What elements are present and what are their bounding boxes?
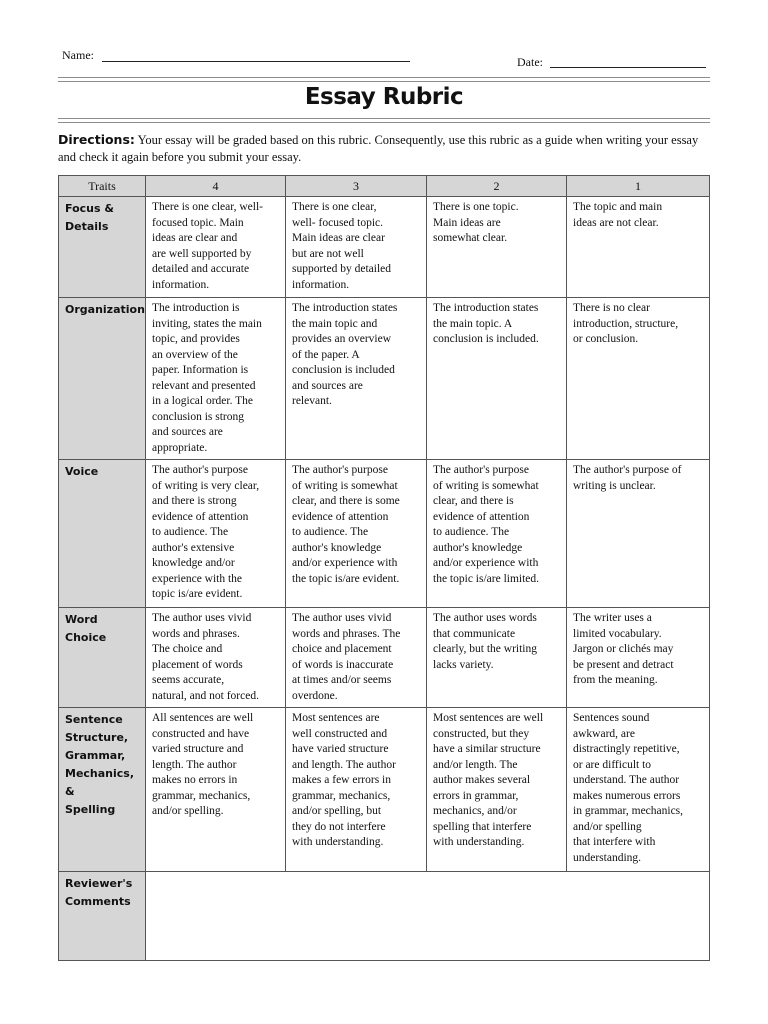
name-label: Name: [62, 48, 94, 62]
directions-lead: Directions: [58, 132, 135, 147]
table-row [59, 460, 710, 608]
header-row [59, 176, 710, 197]
table-cell: The author uses vivid words and phrases. The choice and placement of words seems accurate, natural, and not forced. [146, 608, 286, 708]
table-cell: The introduction states the main topic. A conclusion is included. [427, 298, 567, 460]
rubric-table [58, 175, 710, 961]
title-rule-top-2 [58, 81, 710, 82]
header-score-2: 2 [427, 176, 567, 197]
table-cell: There is one clear, well- focused topic. Main ideas are clear but are not well supported by detailed information. [286, 197, 427, 298]
table-cell: There is one clear, well- focused topic. Main ideas are clear and are well supported by detailed and accurate information. [146, 197, 286, 298]
title-rule-bottom-2 [58, 122, 710, 123]
table-cell: There is one topic. Main ideas are somewhat clear. [427, 197, 567, 298]
table-row [59, 197, 710, 298]
table-cell: The topic and main ideas are not clear. [567, 197, 710, 298]
header-score-3: 3 [286, 176, 427, 197]
reviewer-comments-label: Reviewer's Comments [59, 872, 146, 961]
table-row [59, 608, 710, 708]
title-rule-top [58, 77, 710, 78]
table-row [59, 298, 710, 460]
table-cell: Most sentences are well constructed, but they have a similar structure and/or length. The author makes several errors in grammar, mechanics, and/or spelling that interfere with understanding. [427, 708, 567, 872]
table-cell: The author uses words that communicate clearly, but the writing lacks variety. [427, 608, 567, 708]
directions-text: Your essay will be graded based on this rubric. Consequently, use this rubric as a guide when writing your essay and check it again before you submit your essay. [58, 133, 699, 164]
table-cell: The author's purpose of writing is unclear. [567, 460, 710, 608]
table-cell: The introduction is inviting, states the main topic, and provides an overview of the paper. Information is relevant and presented in a logical order. The conclusion is strong and sources are appropriate. [146, 298, 286, 460]
table-cell: The author's purpose of writing is somewhat clear, and there is evidence of attention to audience. The author's knowledge and/or experience with the topic is/are limited. [427, 460, 567, 608]
header-traits: Traits [59, 176, 146, 197]
trait-voice: Voice [59, 460, 146, 608]
table-cell: There is no clear introduction, structure, or conclusion. [567, 298, 710, 460]
table-cell: The author's purpose of writing is somewhat clear, and there is some evidence of attention to audience. The author's knowledge and/or experience with the topic is/are evident. [286, 460, 427, 608]
table-cell: The author uses vivid words and phrases. The choice and placement of words is inaccurate at times and/or seems overdone. [286, 608, 427, 708]
table-cell: Sentences sound awkward, are distractingly repetitive, or are difficult to understand. The author makes numerous errors in grammar, mechanics, and/or spelling that interfere with understanding. [567, 708, 710, 872]
trait-sentence-structure: Sentence Structure, Grammar, Mechanics, & Spelling [59, 708, 146, 872]
date-label: Date: [517, 55, 543, 69]
table-cell: The writer uses a limited vocabulary. Jargon or clichés may be present and detract from the meaning. [567, 608, 710, 708]
table-cell: The introduction states the main topic and provides an overview of the paper. A conclusion is included and sources are relevant. [286, 298, 427, 460]
page-title: Essay Rubric [304, 84, 464, 110]
table-cell: All sentences are well constructed and have varied structure and length. The author makes no errors in grammar, mechanics, and/or spelling. [146, 708, 286, 872]
title-rule-bottom [58, 118, 710, 119]
table-row [59, 708, 710, 872]
directions [58, 131, 718, 166]
trait-word-choice: Word Choice [59, 608, 146, 708]
table-cell: The author's purpose of writing is very clear, and there is strong evidence of attention to audience. The author's extensive knowledge and/or experience with the topic is/are evident. [146, 460, 286, 608]
trait-organization: Organization [59, 298, 146, 460]
table-cell: Most sentences are well constructed and have varied structure and length. The author makes a few errors in grammar, mechanics, and/or spelling, but they do not interfere with understanding. [286, 708, 427, 872]
name-field[interactable] [102, 61, 410, 62]
date-field[interactable] [550, 67, 706, 68]
trait-focus-details: Focus & Details [59, 197, 146, 298]
header-score-1: 1 [567, 176, 710, 197]
header-score-4: 4 [146, 176, 286, 197]
comments-row [59, 872, 710, 961]
reviewer-comments-field[interactable] [146, 872, 710, 961]
